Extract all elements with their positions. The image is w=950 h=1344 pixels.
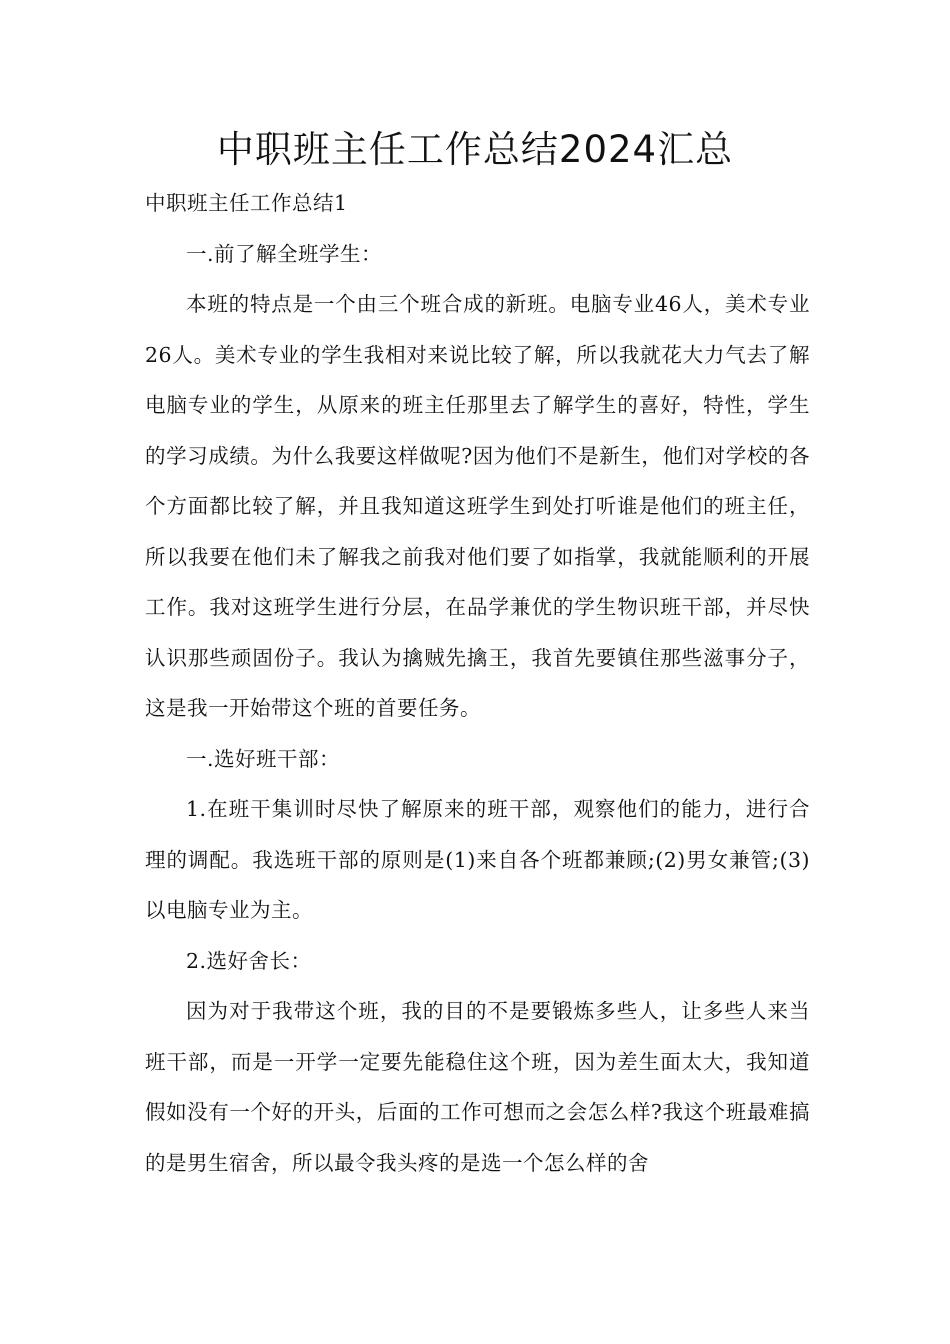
subsection-heading: 一.选好班干部：	[186, 746, 341, 771]
subsection-heading: 一.前了解全班学生：	[186, 241, 383, 266]
body-paragraph: 1.在班干集训时尽快了解原来的班干部，观察他们的能力，进行合理的调配。我选班干部的原则是(1)来自各个班都兼顾;(2)男女兼管;(3)以电脑专业为主。	[145, 797, 810, 922]
document-body	[145, 178, 810, 1188]
section-heading: 中职班主任工作总结1	[145, 191, 348, 215]
document-title: 中职班主任工作总结2024汇总	[216, 128, 734, 171]
body-paragraph: 本班的特点是一个由三个班合成的新班。电脑专业46人，美术专业26人。美术专业的学生我相对来说比较了解，所以我就花大力气去了解电脑专业的学生，从原来的班主任那里去了解学生的喜好，特性，学生的学习成绩。为什么我要这样做呢?因为他们不是新生，他们对学校的各个方面都比较了解，并且我知道这班学生到处打听谁是他们的班主任，所以我要在他们未了解我之前我对他们要了如指掌，我就能顺利的开展工作。我对这班学生进行分层，在品学兼优的学生物识班干部，并尽快认识那些顽固份子。我认为擒贼先擒王，我首先要镇住那些滋事分子，这是我一开始带这个班的首要任务。	[145, 292, 810, 720]
subsection-heading: 2.选好舍长：	[186, 948, 312, 973]
body-paragraph: 因为对于我带这个班，我的目的不是要锻炼多些人，让多些人来当班干部，而是一开学一定要先能稳住这个班，因为差生面太大，我知道假如没有一个好的开头，后面的工作可想而之会怎么样?我这个班最难搞的是男生宿舍，所以最令我头疼的是选一个怎么样的舍	[145, 999, 810, 1175]
